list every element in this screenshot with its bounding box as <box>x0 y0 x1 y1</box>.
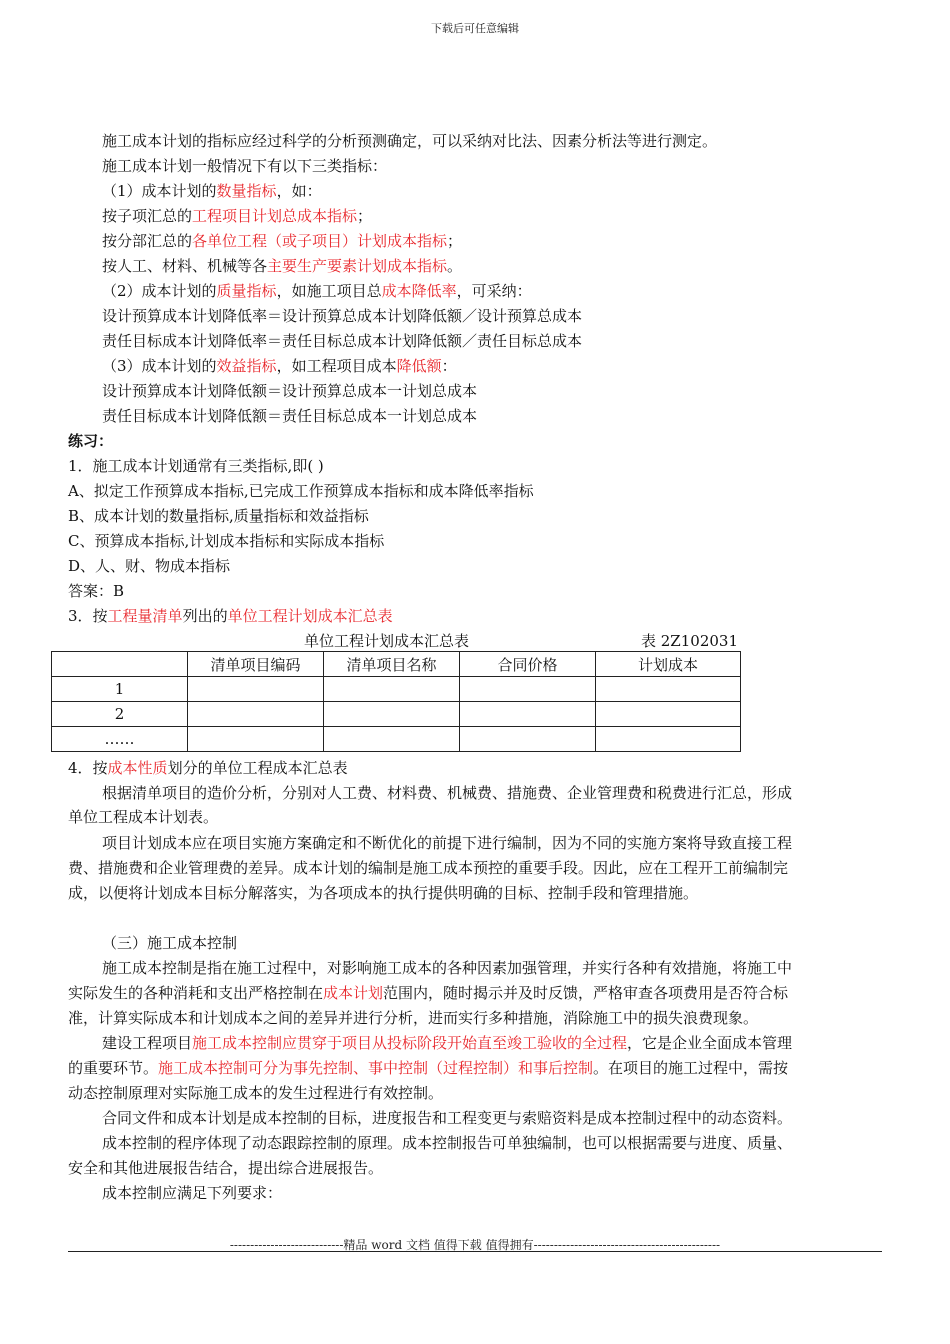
section-3-heading <box>68 606 888 626</box>
text: ，如： <box>276 182 322 200</box>
highlight-text: 质量指标 <box>216 282 277 300</box>
table-cell <box>324 702 460 727</box>
quality-indicator-line <box>102 281 888 301</box>
intro-paragraph-2: 施工成本计划一般情况下有以下三类指标： <box>102 157 388 175</box>
cost-control-paragraph-1: 施工成本控制是指在施工过程中，对影响施工成本的各种因素加强管理，并实行各种有效措施，将施工中 <box>102 959 793 977</box>
table-cell <box>324 727 460 752</box>
table-cell <box>188 727 324 752</box>
table-header-cell: 清单项目名称 <box>324 652 460 677</box>
section-4-paragraph-2: 成，以便将计划成本目标分解落实，为各项成本的执行提供明确的目标、控制手段和管理措施。 <box>68 884 699 902</box>
text: 。在项目的施工过程中，需按 <box>593 1059 789 1077</box>
efficiency-indicator-line <box>102 356 888 376</box>
text: 3．按 <box>68 607 108 625</box>
cost-control-paragraph-2: 动态控制原理对实际施工成本的发生过程进行有效控制。 <box>68 1084 444 1102</box>
quality-formula-2: 责任目标成本计划降低率＝责任目标总成本计划降低额／责任目标总成本 <box>102 332 583 350</box>
table-header-cell: 合同价格 <box>460 652 596 677</box>
text: ，如施工项目总 <box>276 282 382 300</box>
table-cell <box>188 702 324 727</box>
section-4-heading <box>68 758 888 778</box>
text: ； <box>357 207 373 225</box>
exercise-answer: 答案：B <box>68 582 125 600</box>
table-cell <box>596 702 741 727</box>
cost-control-paragraph-4: 安全和其他进展报告结合，提出综合进展报告。 <box>68 1159 384 1177</box>
table-caption: 单位工程计划成本汇总表 <box>304 632 470 650</box>
table-cell: 1 <box>52 677 188 702</box>
table-cell <box>596 677 741 702</box>
cost-control-paragraph-1: 准，计算实际成本和计划成本之间的差异并进行分析，进而实行多种措施，消除施工中的损失浪费现象。 <box>68 1009 759 1027</box>
table-cell: …… <box>52 727 188 752</box>
section-4-paragraph-1: 根据清单项目的造价分析，分别对人工费、材料费、机械费、措施费、企业管理费和税费进行汇总，形成 <box>102 784 793 802</box>
table-cell: 2 <box>52 702 188 727</box>
exercise-title: 练习： <box>68 432 114 450</box>
exercise-option-b: B、成本计划的数量指标,质量指标和效益指标 <box>68 507 369 525</box>
table-header-cell: 清单项目编码 <box>188 652 324 677</box>
text: 划分的单位工程成本汇总表 <box>167 759 348 777</box>
footer-divider <box>68 1251 882 1252</box>
cost-control-title: （三）施工成本控制 <box>102 934 238 952</box>
text: ，如工程项目成本 <box>276 357 397 375</box>
text: ； <box>447 232 463 250</box>
table-header-row <box>52 652 741 677</box>
page-footer: ----------------------------精品 word 文档 值得下载 值得拥有---------------------------------------------- <box>229 1238 721 1252</box>
table-row <box>52 727 741 752</box>
quantity-item-b <box>102 231 888 251</box>
cost-control-paragraph-3: 合同文件和成本计划是成本控制的目标，进度报告和工程变更与索赔资料是成本控制过程中的动态资料。 <box>102 1109 793 1127</box>
text: （2）成本计划的 <box>102 282 217 300</box>
text: 列出的 <box>182 607 228 625</box>
intro-paragraph-1: 施工成本计划的指标应经过科学的分析预测确定，可以采纳对比法、因素分析法等进行测定。 <box>102 132 718 150</box>
text: （3）成本计划的 <box>102 357 217 375</box>
text: 。 <box>447 257 463 275</box>
text: 4．按 <box>68 759 108 777</box>
highlight-text: 数量指标 <box>216 182 277 200</box>
text: 的重要环节。 <box>68 1059 159 1077</box>
table-cell <box>324 677 460 702</box>
exercise-question: 1．施工成本计划通常有三类指标,即( ) <box>68 457 324 475</box>
cost-control-paragraph-4: 成本控制的程序体现了动态跟踪控制的原理。成本控制报告可单独编制，也可以根据需要与进度、质量、 <box>102 1134 793 1152</box>
quality-formula-1: 设计预算成本计划降低率＝设计预算总成本计划降低额／设计预算总成本 <box>102 307 583 325</box>
efficiency-formula-1: 设计预算成本计划降低额＝设计预算总成本一计划总成本 <box>102 382 478 400</box>
table-code: 表 2Z102031 <box>641 632 738 650</box>
exercise-option-d: D、人、财、物成本指标 <box>68 557 231 575</box>
cost-control-paragraph-5: 成本控制应满足下列要求： <box>102 1184 283 1202</box>
table-row <box>52 677 741 702</box>
highlight-text: 成本性质 <box>107 759 168 777</box>
text: 按子项汇总的 <box>102 207 193 225</box>
highlight-text: 单位工程计划成本汇总表 <box>227 607 393 625</box>
highlight-text: 工程项目计划总成本指标 <box>192 207 358 225</box>
page-header: 下载后可任意编辑 <box>431 22 519 35</box>
highlight-text: 成本降低率 <box>381 282 457 300</box>
text: 按分部汇总的 <box>102 232 193 250</box>
table-cell <box>460 727 596 752</box>
text: 按人工、材料、机械等各 <box>102 257 268 275</box>
highlight-text: 施工成本控制应贯穿于项目从投标阶段开始直至竣工验收的全过程 <box>192 1034 628 1052</box>
highlight-text: 效益指标 <box>216 357 277 375</box>
table-cell <box>460 702 596 727</box>
text: ，它是企业全面成本管理 <box>627 1034 793 1052</box>
text: （1）成本计划的 <box>102 182 217 200</box>
highlight-text: 降低额 <box>396 357 442 375</box>
exercise-option-a: A、拟定工作预算成本指标,已完成工作预算成本指标和成本降低率指标 <box>68 482 534 500</box>
cost-control-paragraph-1 <box>68 983 888 1003</box>
exercise-option-c: C、预算成本指标,计划成本指标和实际成本指标 <box>68 532 385 550</box>
table-header-cell: 计划成本 <box>596 652 741 677</box>
table-cell <box>188 677 324 702</box>
cost-summary-table <box>51 651 741 752</box>
text: 范围内，随时揭示并及时反馈，严格审查各项费用是否符合标 <box>383 984 789 1002</box>
text: ，可采纳： <box>456 282 532 300</box>
section-4-paragraph-2: 项目计划成本应在项目实施方案确定和不断优化的前提下进行编制，因为不同的实施方案将导致直接工程 <box>102 834 793 852</box>
section-4-paragraph-2: 费、措施费和企业管理费的差异。成本计划的编制是施工成本预控的重要手段。因此，应在工程开工前编制完 <box>68 859 789 877</box>
efficiency-formula-2: 责任目标成本计划降低额＝责任目标总成本一计划总成本 <box>102 407 478 425</box>
cost-control-paragraph-2 <box>68 1058 888 1078</box>
table-cell <box>596 727 741 752</box>
highlight-text: 主要生产要素计划成本指标 <box>267 257 448 275</box>
section-4-paragraph-1: 单位工程成本计划表。 <box>68 808 219 826</box>
quantity-item-a <box>102 206 888 226</box>
highlight-text: 成本计划 <box>323 984 384 1002</box>
highlight-text: 工程量清单 <box>107 607 183 625</box>
quantity-item-c <box>102 256 888 276</box>
quantity-indicator-line <box>102 181 888 201</box>
table-row <box>52 702 741 727</box>
text: ： <box>441 357 457 375</box>
cost-control-paragraph-2 <box>102 1033 888 1053</box>
text: 实际发生的各种消耗和支出严格控制在 <box>68 984 324 1002</box>
table-header-cell <box>52 652 188 677</box>
text: 建设工程项目 <box>102 1034 193 1052</box>
highlight-text: 各单位工程（或子项目）计划成本指标 <box>192 232 448 250</box>
highlight-text: 施工成本控制可分为事先控制、事中控制（过程控制）和事后控制 <box>158 1059 594 1077</box>
table-cell <box>460 677 596 702</box>
